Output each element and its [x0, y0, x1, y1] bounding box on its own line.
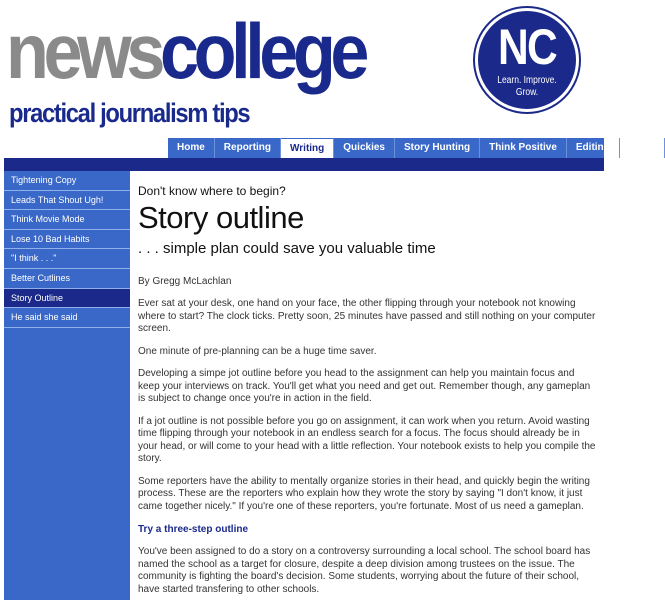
badge-letters: NC	[498, 19, 556, 75]
logo-news-text: news	[6, 7, 160, 95]
sidebar-item-bad-habits[interactable]: Lose 10 Bad Habits	[4, 230, 130, 250]
nc-badge	[475, 8, 579, 112]
sidebar	[4, 171, 130, 600]
article-paragraph: You've been assigned to do a story on a controversy surrounding a local school. The school board has named the school as a target for closure, despite a deep division among trustees on the issue. The community is fighting the board's decision. Some students, worrying about the future of their school, have started transfering to other schools.	[138, 546, 591, 595]
article-paragraph: Developing a simpe jot outline before you head to the assignment can help you maintain focus and keep your interviews on track. You'll get what you need and get out. Remember though, any gameplan is subject to change once you're in action in the field.	[138, 368, 591, 404]
sidebar-item-i-think[interactable]: "I think . . ."	[4, 249, 130, 269]
article-paragraph: If a jot outline is not possible before you go on assignment, it can work when you return. Avoid wasting time flipping through your notebook in an endless search for a focus. The focus should already be in your head, or will come to your head with a little reflection. Your notebook exists to help you compile the story.	[138, 415, 596, 464]
sidebar-item-better-cutlines[interactable]: Better Cutlines	[4, 269, 130, 289]
tab-reporting[interactable]: Reporting	[215, 138, 281, 158]
sidebar-item-leads[interactable]: Leads That Shout Ugh!	[4, 191, 130, 211]
article-subtitle: . . . simple plan could save you valuable time	[138, 240, 436, 257]
article-paragraph: One minute of pre-planning can be a huge time saver.	[138, 345, 377, 357]
logo-college-text: college	[159, 7, 365, 95]
article	[138, 184, 596, 596]
tab-links[interactable]: Links	[620, 138, 665, 158]
site-logo[interactable]	[6, 7, 365, 95]
sidebar-item-he-said-she-said[interactable]: He said she said	[4, 308, 130, 328]
site-header	[0, 0, 606, 138]
sidebar-item-story-outline[interactable]: Story Outline	[4, 289, 130, 309]
article-paragraph: Ever sat at your desk, one hand on your face, the other flipping through your notebook not knowing where to start? The clock ticks. Pretty soon, 25 minutes have passed and still nothing on your computer screen.	[138, 298, 596, 334]
tab-home[interactable]: Home	[168, 138, 215, 158]
nav-divider-bar	[4, 158, 604, 171]
sidebar-item-tightening-copy[interactable]: Tightening Copy	[4, 171, 130, 191]
article-subheading: Try a three-step outline	[138, 524, 249, 535]
article-paragraph: Some reporters have the ability to mentally organize stories in their head, and quickly begin the writing process. These are the reporters who explain how they wrote the story by saying "I don't know, it just came together nicely." If you're one of these reporters, you're fortunate. Most of us need a gameplan.	[138, 475, 590, 512]
badge-motto: Learn. Improve. Grow.	[497, 75, 557, 98]
article-byline: By Gregg McLachlan	[138, 276, 232, 287]
tab-story-hunting[interactable]: Story Hunting	[395, 138, 480, 158]
tab-quickies[interactable]: Quickies	[334, 138, 395, 158]
article-kicker: Don't know where to begin?	[138, 184, 286, 198]
tab-editing[interactable]: Editing	[567, 138, 620, 158]
tab-think-positive[interactable]: Think Positive	[480, 138, 567, 158]
site-tagline: practical journalism tips	[9, 98, 250, 128]
tab-writing[interactable]: Writing	[281, 138, 334, 158]
sidebar-item-movie-mode[interactable]: Think Movie Mode	[4, 210, 130, 230]
page-title: Story outline	[138, 200, 304, 235]
main-nav	[168, 138, 655, 158]
